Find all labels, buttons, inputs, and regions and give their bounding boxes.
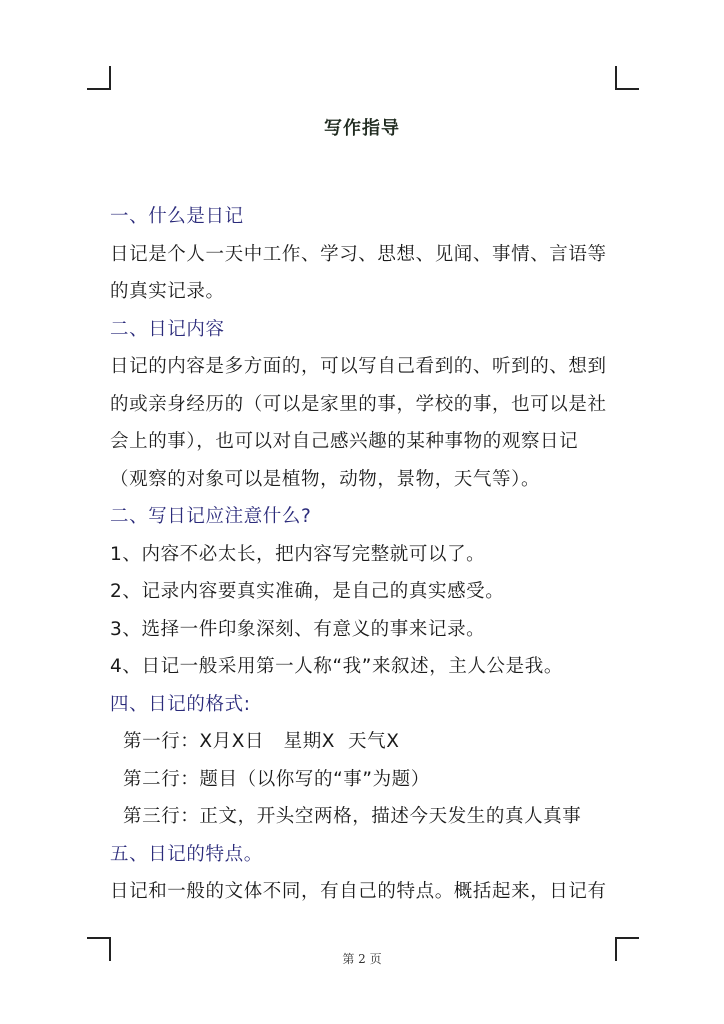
crop-mark-top-left bbox=[87, 66, 111, 90]
section-heading: 一、什么是日记 bbox=[110, 206, 244, 227]
paragraph-line: 日记的内容是多方面的，可以写自己看到的、听到的、想到 bbox=[110, 356, 607, 377]
list-item: 1、内容不必太长，把内容写完整就可以了。 bbox=[110, 543, 486, 565]
paragraph-line: 日记是个人一天中工作、学习、思想、见闻、事情、言语等 bbox=[110, 243, 607, 265]
paragraph-line: 的或亲身经历的（可以是家里的事，学校的事，也可以是社 bbox=[110, 393, 607, 415]
list-item: 3、选择一件印象深刻、有意义的事来记录。 bbox=[110, 618, 486, 640]
format-line: 第二行：题目（以你写的“事”为题） bbox=[123, 768, 430, 790]
format-line: 第三行：正文，开头空两格，描述今天发生的真人真事 bbox=[123, 806, 582, 827]
page-title: 写作指导 bbox=[324, 118, 400, 139]
paragraph-line: 日记和一般的文体不同，有自己的特点。概括起来，日记有 bbox=[110, 881, 607, 902]
paragraph-line: 的真实记录。 bbox=[110, 281, 225, 302]
paragraph-line: （观察的对象可以是植物，动物，景物，天气等）。 bbox=[110, 468, 541, 490]
format-line: 第一行：X月X日 星期X 天气X bbox=[123, 731, 400, 752]
section-heading: 二、日记内容 bbox=[110, 318, 225, 340]
section-heading: 四、日记的格式: bbox=[110, 693, 251, 715]
crop-mark-top-right bbox=[615, 66, 639, 90]
document-body bbox=[110, 198, 610, 911]
page-number: 第 2 页 bbox=[342, 952, 382, 966]
section-heading: 二、写日记应注意什么? bbox=[110, 506, 312, 527]
list-item: 4、日记一般采用第一人称“我”来叙述，主人公是我。 bbox=[110, 656, 563, 677]
paragraph-line: 会上的事），也可以对自己感兴趣的某种事物的观察日记 bbox=[110, 431, 579, 452]
section-heading: 五、日记的特点。 bbox=[110, 843, 263, 865]
list-item: 2、记录内容要真实准确，是自己的真实感受。 bbox=[110, 581, 505, 602]
